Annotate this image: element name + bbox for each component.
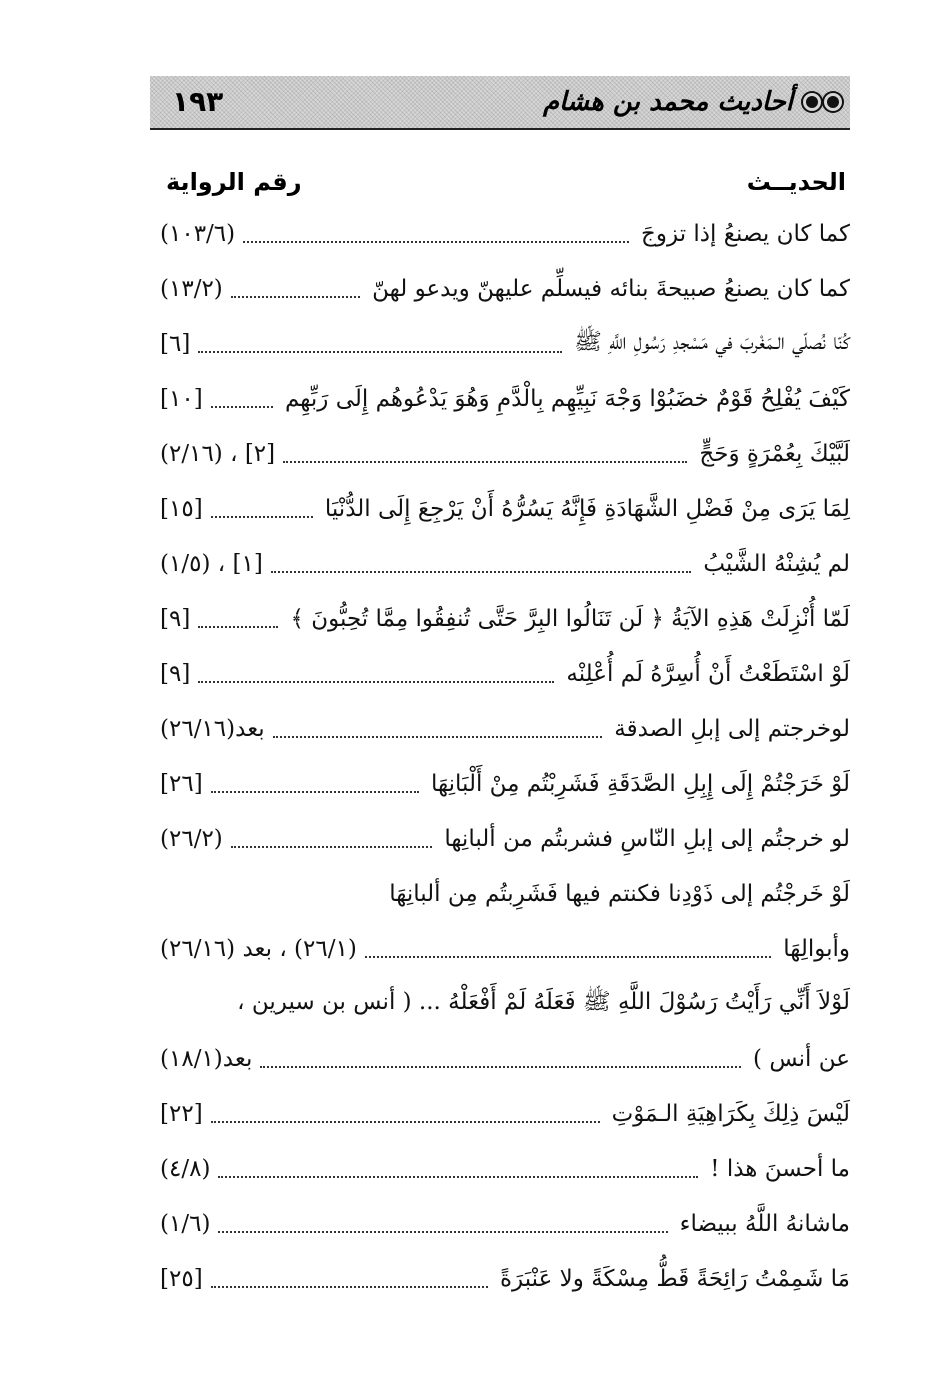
hadith-text: لو خرجتُم إلى إبلِ النّاسِ فشربتُم من ألبانِها [444,825,850,852]
riwaya-reference: [٢٥] [160,1265,203,1292]
column-headers [160,164,850,204]
leader-dots [211,1285,488,1288]
riwaya-reference: (١٣/٢) [160,275,223,302]
leader-dots [243,240,629,243]
index-entry [160,1141,850,1196]
index-entry [160,371,850,426]
hadith-text: لَوْ خَرجْتُم إلى ذَوْدِنا فكنتم فيها فَشَرِبتُم مِن ألبانِهَا [389,880,850,907]
leader-dots [211,515,313,518]
hadith-text: ماشانهُ اللَّهُ ببيضاء [679,1210,850,1237]
riwaya-reference: (٢٦/٢) [160,825,223,852]
riwaya-reference: (١/٦) [160,1210,211,1237]
riwaya-reference: بعد(٢٦/١٦) [160,715,265,742]
leader-dots [198,350,562,353]
riwaya-reference: بعد(١٨/١) [160,1045,253,1072]
index-entry [160,481,850,536]
running-header [150,76,850,130]
riwaya-reference: [١٠] [160,385,203,412]
hadith-index-list [160,206,850,1306]
hadith-column-header: الحديــث [746,168,846,196]
leader-dots [211,405,273,408]
index-entry [160,1196,850,1251]
riwaya-reference: [٦] [160,330,191,357]
index-entry [160,756,850,811]
hadith-text: وأبوالِهَا [783,935,850,962]
leader-dots [218,1230,667,1233]
hadith-text: ما أحسنَ هذا ! [710,1155,850,1182]
page-number: ١٩٣ [172,85,224,118]
riwaya-reference: [٢٢] [160,1100,203,1127]
index-entry [160,591,850,646]
riwaya-reference: [٩] [160,605,191,632]
leader-dots [271,570,692,573]
leader-dots [231,295,360,298]
riwaya-reference: (٢٦/١) ، بعد (٢٦/١٦) [160,935,357,962]
riwaya-reference: [١٥] [160,495,203,522]
hadith-text: كُنّا نُصلّي الـمَغْربَ في مَسْجدِ رَسُولِ اللَّهِ ﷺ [574,328,850,355]
index-entry [160,1031,850,1086]
book-title-group [543,84,842,120]
index-entry [160,1251,850,1306]
double-circle-ornament-icon [803,93,842,111]
leader-dots [260,1065,741,1068]
hadith-text: لم يُشِنْهُ الشَّيْبُ [703,550,850,577]
leader-dots [273,735,603,738]
riwaya-reference: (٤/٨) [160,1155,211,1182]
hadith-text: لَوْلاَ أَنِّي رَأَيْتُ رَسُوْلَ اللَّهِ ﷺ فَعَلَهُ لَمْ أَفْعَلْهُ ... ( أنس بن سيرين ، [237,988,850,1015]
riwaya-number-column-header: رقم الرواية [166,168,302,196]
riwaya-reference: (١٠٣/٦) [160,220,236,247]
hadith-text: لَيْسَ ذِلِكَ بِكَرَاهِيَةِ الـمَوْتِ [611,1100,850,1127]
leader-dots [198,625,278,628]
index-entry [160,646,850,701]
riwaya-reference: [١] ، (١/٥) [160,550,263,577]
leader-dots [211,790,419,793]
book-title: أحاديث محمد بن هشام [542,87,793,117]
index-entry [160,866,850,921]
index-entry [160,536,850,591]
index-entry [160,206,850,261]
index-entry [160,811,850,866]
hadith-text: كما كان يصنعُ إذا تزوجَ [641,220,850,247]
hadith-text: كَيْفَ يُفْلِحُ قَوْمٌ خضَبُوْا وَجْهَ نَبِيِّهِم بِالْدَّمِ وَهُوَ يَدْعُوهُم إِلَى رَبِّهِم [285,385,850,412]
index-entry [160,1086,850,1141]
index-entry [160,976,850,1031]
riwaya-reference: [٢] ، (٢/١٦) [160,440,276,467]
hadith-text: لَوْ اسْتَطَعْتُ أَنْ أُسِرَّهُ لَم أُعْلِنْه [566,660,850,687]
hadith-text: لَوْ خَرَجْتُمْ إِلَى إِبِلِ الصَّدَقَةِ فَشَرِبْتُم مِنْ أَلْبَانِهَا [431,770,850,797]
index-entry [160,921,850,976]
leader-dots [365,955,771,958]
index-entry [160,426,850,481]
leader-dots [211,1120,600,1123]
leader-dots [231,845,433,848]
hadith-text: لَبَّيْكَ بِعُمْرَةٍ وَحَجٍّ [699,440,850,467]
index-entry [160,261,850,316]
hadith-text: كما كان يصنعُ صبيحةَ بنائه فيسلِّم عليهنّ ويدعو لهنّ [372,275,850,302]
leader-dots [283,460,687,463]
riwaya-reference: [٩] [160,660,191,687]
hadith-text: مَا شَمِمْتُ رَائِحَةً قَطُّ مِسْكَةً ولا عَنْبَرَةً [500,1265,850,1292]
hadith-text: عن أنس ) [753,1045,850,1072]
leader-dots [218,1175,698,1178]
index-entry [160,316,850,371]
index-entry [160,701,850,756]
hadith-text: لِمَا يَرَى مِنْ فَضْلِ الشَّهَادَةِ فَإِنَّهُ يَسُرُّهُ أَنْ يَرْجِعَ إِلَى الدُّنْيَا [324,495,850,522]
riwaya-reference: [٢٦] [160,770,203,797]
hadith-text: لوخرجتم إلى إبلِ الصدقة [614,715,850,742]
leader-dots [198,680,554,683]
hadith-text: لَمّا أُنْزِلَتْ هَذِهِ الآيَةُ ﴿ لَن تَنَالُوا البِرَّ حَتَّى تُنفِقُوا مِمَّا تُحِبُّونَ ﴾ [290,605,850,632]
